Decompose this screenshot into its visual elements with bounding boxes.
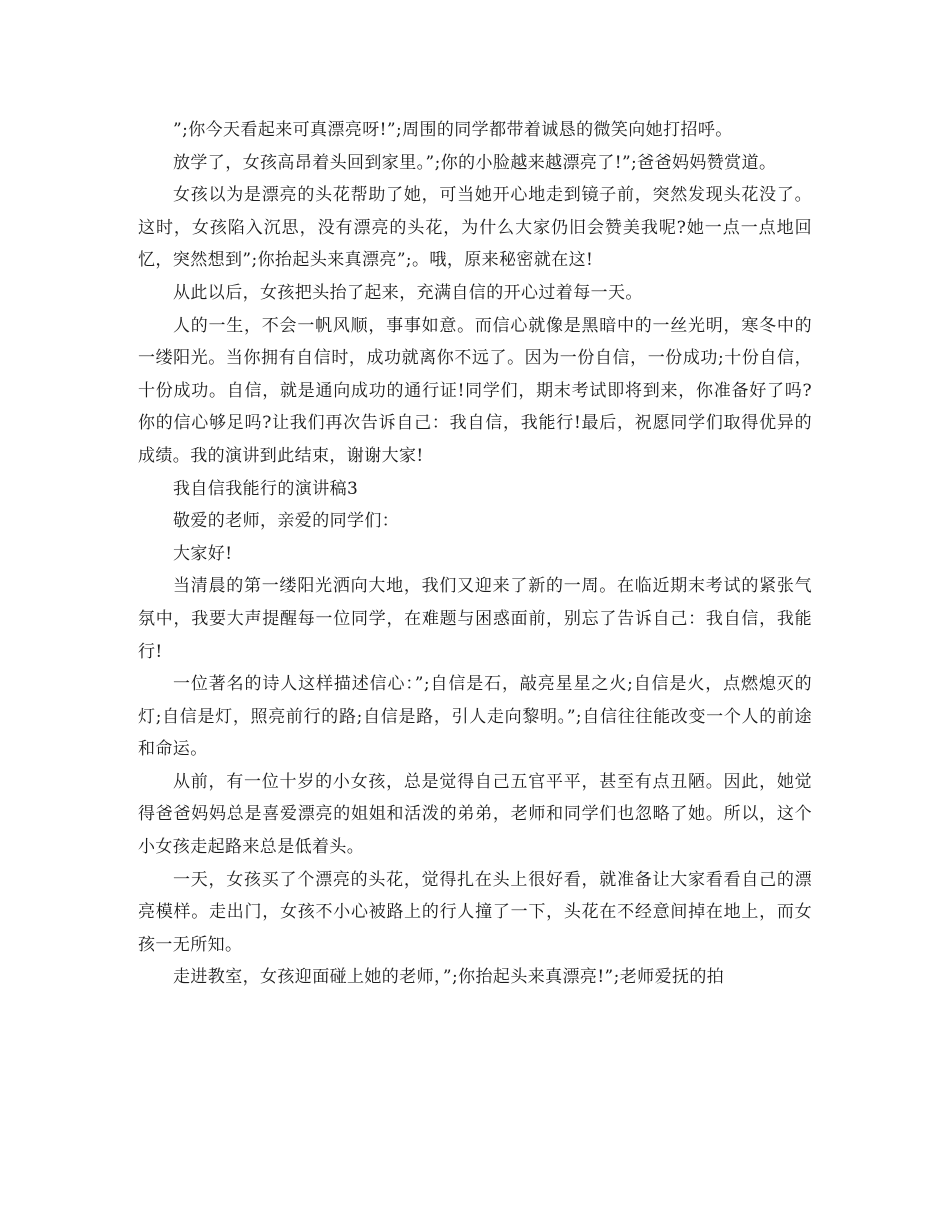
paragraph: 女孩以为是漂亮的头花帮助了她，可当她开心地走到镜子前，突然发现头花没了。这时，女孩陷入沉思，没有漂亮的头花，为什么大家仍旧会赞美我呢?她一点一点地回忆，突然想到”;你抬起头来真漂亮”;。哦，原来秘密就在这!: [138, 185, 812, 271]
paragraph: 当清晨的第一缕阳光洒向大地，我们又迎来了新的一周。在临近期末考试的紧张气氛中，我要大声提醒每一位同学，在难题与困惑面前，别忘了告诉自己：我自信，我能行!: [138, 576, 812, 662]
paragraph: 走进教室，女孩迎面碰上她的老师，”;你抬起头来真漂亮!”;老师爱抚的拍: [173, 967, 725, 988]
paragraph: 从前，有一位十岁的小女孩，总是觉得自己五官平平，甚至有点丑陋。因此，她觉得爸爸妈妈总是喜爱漂亮的姐姐和活泼的弟弟，老师和同学们也忽略了她。所以，这个小女孩走起路来总是低着头。: [138, 771, 812, 858]
paragraph: 人的一生，不会一帆风顺，事事如意。而信心就像是黑暗中的一丝光明，寒冬中的一缕阳光。当你拥有自信时，成功就离你不远了。因为一份自信，一份成功;十份自信，十份成功。自信，就是通向成功的通行证!同学们，期末考试即将到来，你准备好了吗?你的信心够足吗?让我们再次告诉自己：我自信，我能行!最后，祝愿同学们取得优异的成绩。我的演讲到此结束，谢谢大家!: [138, 315, 812, 466]
paragraph: 一位著名的诗人这样描述信心：”;自信是石，敲亮星星之火;自信是火，点燃熄灭的灯;自信是灯，照亮前行的路;自信是路，引人走向黎明。”;自信往往能改变一个人的前途和命运。: [138, 674, 812, 760]
greeting: 大家好!: [173, 543, 233, 564]
paragraph: 放学了，女孩高昂着头回到家里。”;你的小脸越来越漂亮了!”;爸爸妈妈赞赏道。: [173, 152, 777, 173]
document-body: [138, 114, 812, 994]
section-title: 我自信我能行的演讲稿3: [173, 478, 359, 499]
paragraph: ”;你今天看起来可真漂亮呀!”;周围的同学都带着诚恳的微笑向她打招呼。: [173, 120, 733, 140]
paragraph: 一天，女孩买了个漂亮的头花，觉得扎在头上很好看，就准备让大家看看自己的漂亮模样。走出门，女孩不小心被路上的行人撞了一下，头花在不经意间掉在地上，而女孩一无所知。: [138, 869, 812, 955]
salutation: 敬爱的老师，亲爱的同学们：: [173, 511, 400, 532]
paragraph: 从此以后，女孩把头抬了起来，充满自信的开心过着每一天。: [173, 282, 643, 303]
